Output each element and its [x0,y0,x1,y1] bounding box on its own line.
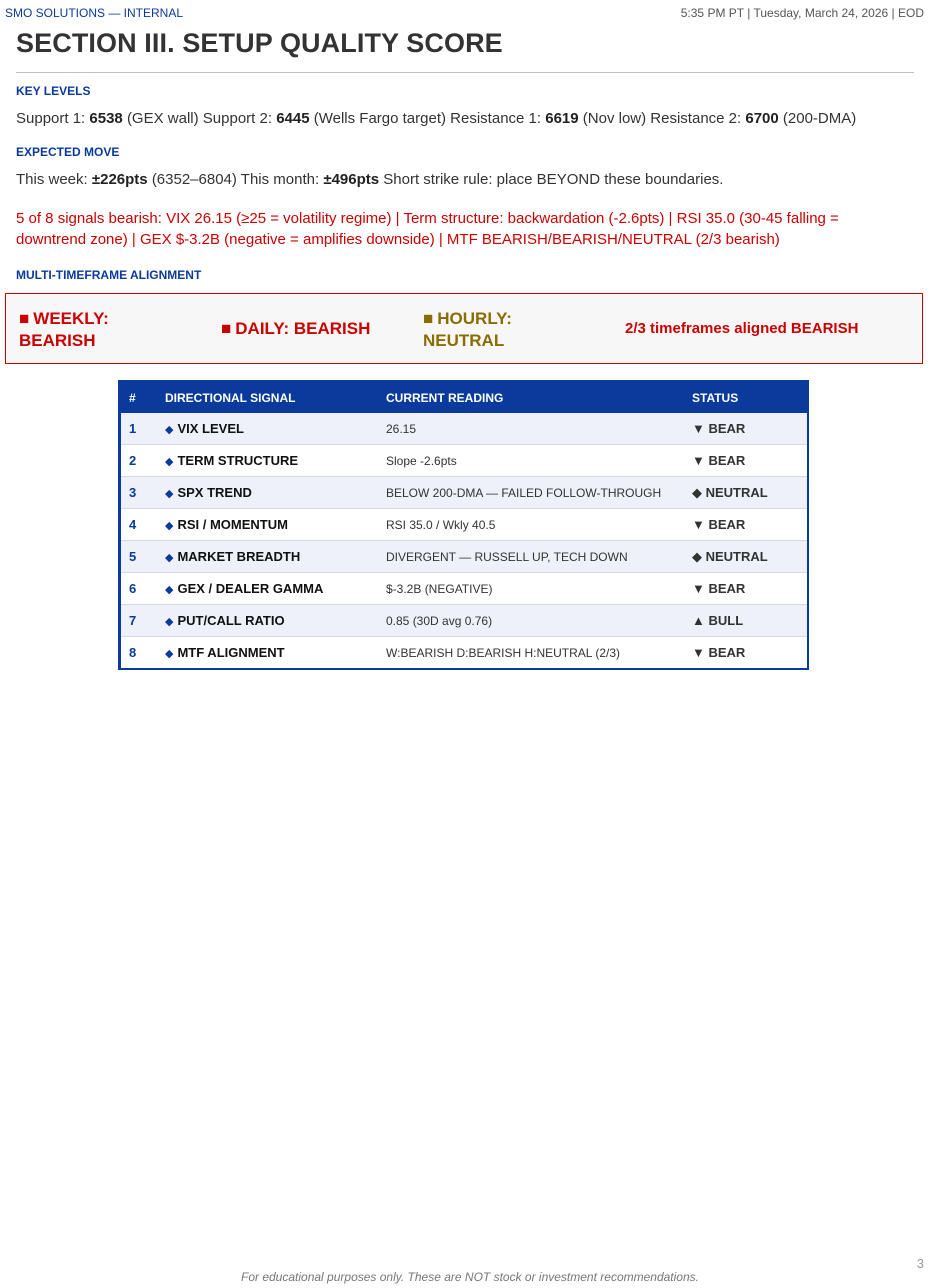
weekly-label: WEEKLY: BEARISH [19,309,109,350]
diamond-icon: ◆ [165,488,174,500]
table-row [120,477,809,509]
month-label: This month: [240,171,320,188]
hourly-timeframe [423,308,583,352]
row-number: 8 [120,637,158,670]
reading-cell: RSI 35.0 / Wkly 40.5 [378,509,684,541]
mtf-alignment-box [5,293,923,364]
support1-label: Support 1: [16,110,86,127]
diamond-icon: ◆ [165,520,174,532]
signal-name: TERM STRUCTURE [177,453,299,468]
signal-cell [157,573,378,605]
signal-name: MTF ALIGNMENT [177,645,285,660]
signal-name: GEX / DEALER GAMMA [177,581,324,596]
table-row [120,509,809,541]
mtf-summary: 2/3 timeframes aligned BEARISH [625,320,859,337]
table-body [120,413,809,669]
signals-alert: 5 of 8 signals bearish: VIX 26.15 (≥25 = volatility regime) | Term structure: backwardation (-2.6pts) | RSI 35.0 (30-45 falling = downtrend zone) | GEX $-3.2B (negative = amplifies downside) | MTF BEARISH/BEARISH/NEUTRAL (2/3 bearish) [16,210,839,248]
signal-cell [157,445,378,477]
status-badge: ▼ BEAR [684,445,808,477]
resistance1-label: Resistance 1: [450,110,542,127]
short-strike-rule: Short strike rule: place BEYOND these boundaries. [383,171,724,188]
support1-value: 6538 [89,110,123,127]
resistance2-note: (200-DMA) [782,110,857,127]
mtf-heading: MULTI-TIMEFRAME ALIGNMENT [16,268,202,282]
week-value: ±226pts [91,171,148,188]
table-row [120,445,809,477]
row-number: 1 [120,413,158,445]
resistance2-label: Resistance 2: [650,110,742,127]
signal-name: VIX LEVEL [177,421,244,436]
status-badge: ▼ BEAR [684,637,808,670]
status-badge: ◆ NEUTRAL [684,541,808,573]
signal-name: MARKET BREADTH [177,549,301,564]
status-badge: ▼ BEAR [684,509,808,541]
support2-note: (Wells Fargo target) [313,110,446,127]
support1-note: (GEX wall) [126,110,199,127]
reading-cell: BELOW 200-DMA — FAILED FOLLOW-THROUGH [378,477,684,509]
support2-label: Support 2: [202,110,273,127]
expected-move-heading: EXPECTED MOVE [16,145,120,159]
week-range: (6352–6804) [151,171,237,188]
col-header-signal: DIRECTIONAL SIGNAL [157,381,378,413]
col-header-status: STATUS [684,381,808,413]
diamond-icon: ◆ [165,584,174,596]
weekly-timeframe [19,308,179,352]
square-icon: ■ [221,319,232,338]
row-number: 6 [120,573,158,605]
diamond-icon: ◆ [165,552,174,564]
table-header-row [120,381,809,413]
disclaimer-footer: For educational purposes only. These are NOT stock or investment recommendations. [241,1270,699,1284]
week-label: This week: [16,171,88,188]
status-badge: ◆ NEUTRAL [684,477,808,509]
expected-move-text [16,171,920,188]
hourly-label: HOURLY: NEUTRAL [423,309,512,350]
diamond-icon: ◆ [165,456,174,468]
reading-cell: Slope -2.6pts [378,445,684,477]
status-badge: ▼ BEAR [684,573,808,605]
row-number: 5 [120,541,158,573]
daily-timeframe [221,318,370,340]
reading-cell: 0.85 (30D avg 0.76) [378,605,684,637]
directional-signals-table [118,380,809,670]
diamond-icon: ◆ [165,616,174,628]
signal-name: SPX TREND [177,485,252,500]
page-header [5,6,924,22]
support2-value: 6445 [276,110,310,127]
square-icon: ■ [423,309,434,328]
table-row [120,605,809,637]
table-row [120,573,809,605]
page-title: SECTION III. SETUP QUALITY SCORE [16,28,503,58]
table-row [120,637,809,670]
key-levels-heading: KEY LEVELS [16,84,91,98]
row-number: 3 [120,477,158,509]
reading-cell: W:BEARISH D:BEARISH H:NEUTRAL (2/3) [378,637,684,670]
page-number: 3 [916,1256,924,1271]
signal-cell [157,413,378,445]
table-row [120,413,809,445]
row-number: 2 [120,445,158,477]
signal-name: PUT/CALL RATIO [177,613,285,628]
row-number: 7 [120,605,158,637]
square-icon: ■ [19,309,30,328]
key-levels-text [16,110,920,127]
daily-label: DAILY: BEARISH [235,319,371,338]
col-header-number: # [120,381,158,413]
signal-cell [157,541,378,573]
reading-cell: DIVERGENT — RUSSELL UP, TECH DOWN [378,541,684,573]
resistance2-value: 6700 [745,110,779,127]
signal-cell [157,605,378,637]
diamond-icon: ◆ [165,424,174,436]
signal-cell [157,509,378,541]
signal-cell [157,477,378,509]
status-badge: ▼ BEAR [684,413,808,445]
row-number: 4 [120,509,158,541]
title-divider [16,72,914,73]
signal-cell [157,637,378,670]
status-badge: ▲ BULL [684,605,808,637]
month-value: ±496pts [323,171,380,188]
diamond-icon: ◆ [165,648,174,660]
table-row [120,541,809,573]
resistance1-value: 6619 [545,110,579,127]
reading-cell: $-3.2B (NEGATIVE) [378,573,684,605]
signal-name: RSI / MOMENTUM [177,517,288,532]
resistance1-note: (Nov low) [582,110,647,127]
report-datetime: 5:35 PM PT | Tuesday, March 24, 2026 | EOD [680,6,924,20]
col-header-reading: CURRENT READING [378,381,684,413]
reading-cell: 26.15 [378,413,684,445]
org-label: SMO SOLUTIONS — INTERNAL [5,6,184,20]
